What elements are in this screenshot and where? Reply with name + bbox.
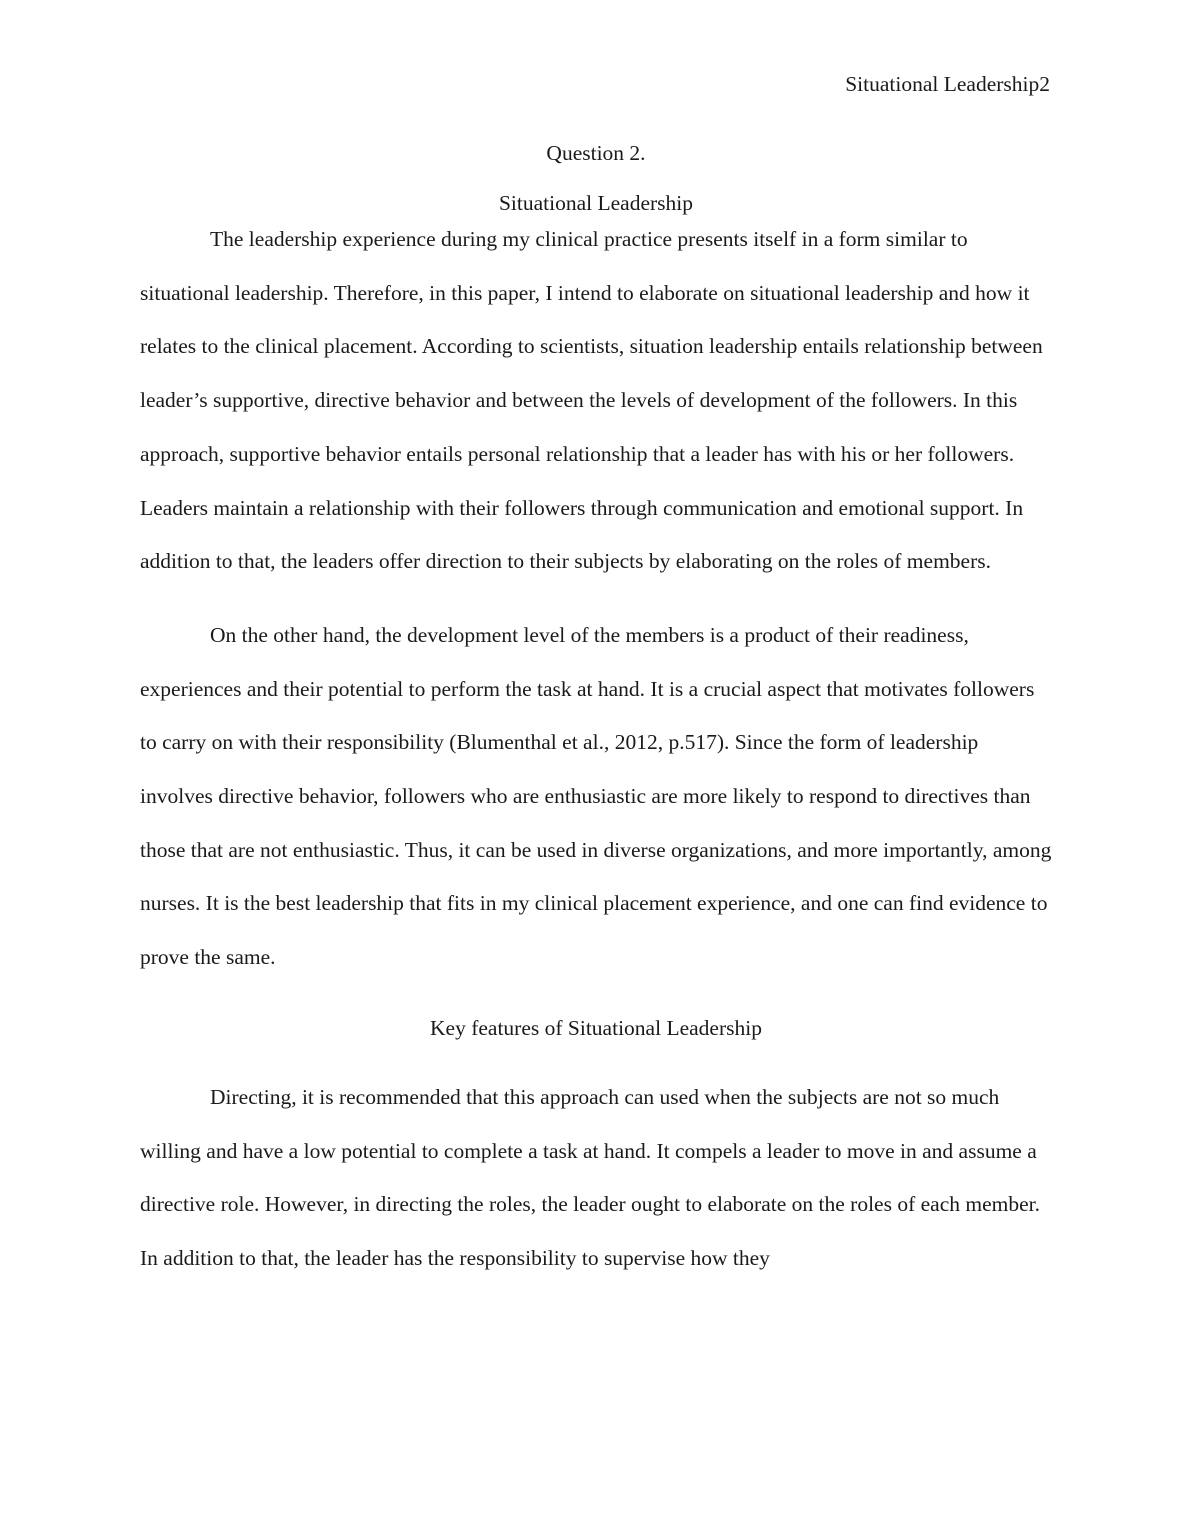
section-heading: Key features of Situational Leadership (430, 1015, 762, 1040)
document-body (140, 140, 1052, 1286)
paper-title: Situational Leadership (498, 191, 694, 215)
body-paragraph-2: On the other hand, the development level of the members is a product of their readiness, experiences and their potential to perform the task at hand. It is a crucial aspect that motivates followers to carry on with their responsibility (Blumenthal et al., 2012, p.517). Since the form of leadership involves directive behavior, followers who are enthusiastic are more likely to respond to directives than those that are not enthusiastic. Thus, it can be used in diverse organizations, and more importantly, among nurses. It is the best leadership that fits in my clinical placement experience, and one can find evidence to prove the same. (140, 622, 1052, 970)
body-paragraph-1: The leadership experience during my clinical practice presents itself in a form similar to situational leadership. Therefore, in this paper, I intend to elaborate on situational leadership and how it relates to the clinical placement. According to scientists, situation leadership entails relationship between leader’s supportive, directive behavior and between the levels of development of the followers. In this approach, supportive behavior entails personal relationship that a leader has with his or her followers. Leaders maintain a relationship with their followers through communication and emotional support. In addition to that, the leaders offer direction to their subjects by elaborating on the roles of members. (140, 227, 1043, 574)
question-title: Question 2. (546, 141, 646, 165)
section-paragraph-1: Directing, it is recommended that this approach can used when the subjects are not so much willing and have a low potential to complete a task at hand. It compels a leader to move in and assume a directive role. However, in directing the roles, the leader ought to elaborate on the roles of each member. In addition to that, the leader has the responsibility to supervise how they (140, 1084, 1040, 1270)
running-head: Situational Leadership2 (845, 72, 1050, 96)
